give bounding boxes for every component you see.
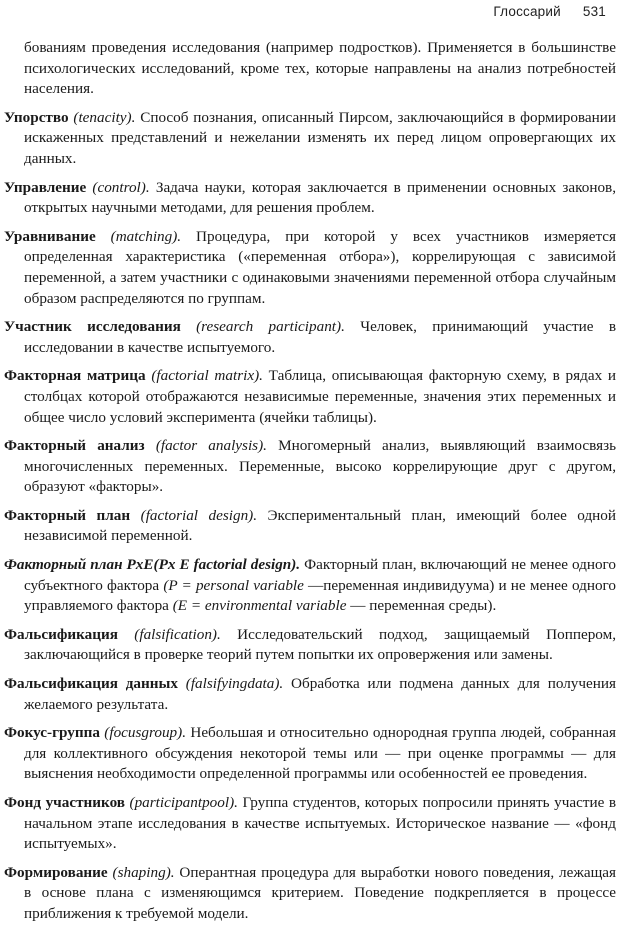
entry-term: Фальсификация — [4, 625, 118, 643]
entry-definition: Человек, принимающий участие в исследовании в качестве испытуемого. — [24, 318, 616, 356]
entry-term: Управление — [4, 178, 87, 196]
entry-english: (control). — [92, 178, 150, 196]
entry-english: (factorial matrix). — [151, 367, 263, 385]
glossary-entry-matching — [4, 227, 616, 309]
entry-note-personal: (P = personal variable — [163, 576, 304, 594]
entry-definition: Таблица, описывающая факторную схему, в рядах и столбцах которой отображаются независимые переменные, значения этих переменных и общее число условий эксперимента (ячейки таблицы). — [24, 367, 617, 426]
entry-term: Уравнивание — [4, 227, 96, 245]
entry-english: (focusgroup). — [104, 724, 186, 742]
glossary-entry-focus-group — [4, 723, 616, 785]
entry-english: (tenacity). — [73, 108, 136, 126]
glossary-entry-factorial-matrix — [4, 366, 616, 428]
glossary-entry-participant-pool — [4, 793, 616, 855]
entry-definition: Процедура, при которой у всех участников измеряется определенная характеристика («переменная отбора»), коррелирующая с зависимой переменной, а затем участники с одинаковыми значениями переменной отбора случайным образом распределяются по группам. — [24, 227, 617, 307]
entry-definition: Оперантная процедура для выработки нового поведения, лежащая в основе плана с изменяющимся критерием. Поведение подкрепляется в процессе приближения к требуемой модели. — [24, 863, 616, 922]
continuation-paragraph: бованиям проведения исследования (например подростков). Применяется в большинстве психологических исследований, кроме тех, которые направлены на анализ потребностей населения. — [24, 39, 616, 98]
entry-note-environmental: (E = environmental variable — [172, 597, 347, 615]
glossary-entry-falsifying-data — [4, 674, 616, 715]
entry-definition: Небольшая и относительно однородная группа людей, собранная для коллективного обсуждения некоторой темы или — при оценке программы — для выяснения необходимости определенной программы или особенностей ее проведения. — [24, 724, 617, 783]
entry-english: (matching). — [110, 227, 182, 245]
glossary-entry-falsification — [4, 625, 616, 666]
entry-definition: Обработка или подмена данных для получения желаемого результата. — [24, 675, 617, 713]
entry-english: (research participant). — [196, 318, 345, 336]
glossary-body — [4, 38, 616, 933]
entry-definition: Экспериментальный план, имеющий более одной независимой переменной. — [24, 506, 617, 545]
entry-english: (falsification). — [134, 625, 221, 643]
entry-definition: Способ познания, описанный Пирсом, заключающийся в формировании искаженных представлений и нежелании изменять их перед лицом опровергающих их данных. — [24, 108, 617, 167]
entry-term: Упорство — [4, 108, 69, 126]
entry-english: (falsifyingdata). — [185, 675, 284, 693]
entry-english: (factorial design). — [140, 506, 258, 524]
entry-english: (shaping). — [112, 863, 175, 881]
entry-english: (participantpool). — [129, 794, 238, 811]
page-number: 531 — [582, 4, 606, 19]
entry-definition: Факторный план, включающий не менее одного субъектного фактора — [24, 556, 616, 594]
entry-english: (factor analysis). — [155, 437, 267, 455]
entry-term: Фальсификация данных — [4, 675, 178, 693]
entry-term: Фокус-группа — [4, 724, 100, 742]
glossary-entry-tenacity — [4, 108, 616, 170]
glossary-entry-factorial-design — [4, 506, 616, 547]
glossary-entry-shaping — [4, 863, 616, 925]
glossary-entry-research-participant — [4, 317, 616, 358]
entry-term: Участник исследования — [4, 318, 181, 336]
entry-term: Формирование — [4, 863, 108, 881]
entry-term: Факторная матрица — [4, 367, 146, 385]
entry-definition: —переменная индивидуума) и не менее одного управляемого фактора — [24, 576, 616, 615]
entry-definition: Исследовательский подход, защищаемый Поппером, заключающийся в проверке теорий путем попытки их опровержения или замены. — [24, 625, 617, 664]
glossary-entry-control — [4, 178, 616, 219]
glossary-entry-factor-analysis — [4, 436, 616, 498]
entry-definition: Задача науки, которая заключается в применении основных законов, открытых научными методами, для решения проблем. — [24, 178, 617, 217]
entry-term: Фонд участников — [4, 794, 125, 811]
entry-term: Факторный анализ — [4, 437, 145, 455]
entry-definition: — переменная среды). — [346, 597, 497, 615]
running-header — [493, 4, 606, 19]
entry-term: Факторный план — [4, 506, 131, 524]
entry-definition: Многомерный анализ, выявляющий взаимосвязь многочисленных переменных. Переменные, высоко коррелирующие друг с другом, образуют «факторы». — [24, 437, 616, 496]
entry-term: Факторный план PxE(Px E factorial design). — [4, 556, 301, 574]
glossary-entry-pxe-factorial-design — [4, 555, 616, 617]
section-title: Глоссарий — [493, 4, 561, 19]
entry-definition: Группа студентов, которых попросили принять участие в начальном этапе исследования в качестве испытуемых. Историческое название — «фонд испытуемых». — [24, 794, 617, 853]
